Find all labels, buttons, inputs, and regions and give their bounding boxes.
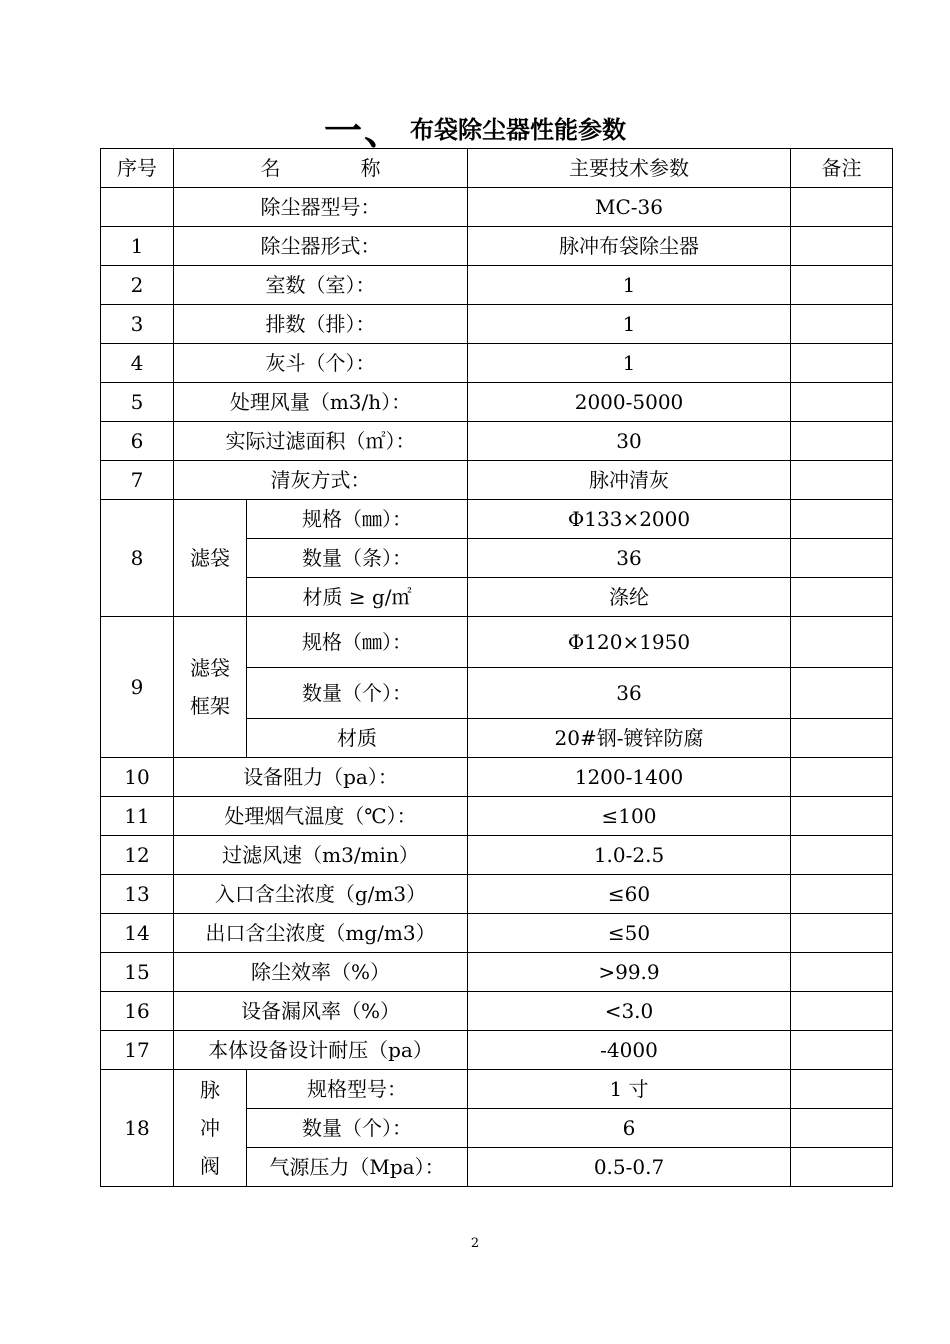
table-row [101, 875, 893, 914]
row-remark [791, 668, 893, 719]
row-value: 1.0-2.5 [468, 836, 791, 875]
table-row [101, 992, 893, 1031]
row-seq: 16 [101, 992, 174, 1031]
row-value: 0.5-0.7 [468, 1148, 791, 1187]
table-row [101, 227, 893, 266]
header-params: 主要技术参数 [468, 149, 791, 188]
page-number: 2 [470, 1236, 480, 1251]
row-value: 脉冲布袋除尘器 [468, 227, 791, 266]
row-name: 规格型号： [247, 1070, 468, 1109]
row-seq [101, 188, 174, 227]
row-name: 数量（个）： [247, 1109, 468, 1148]
row-value: 1 [468, 266, 791, 305]
row-name: 数量（条）： [247, 539, 468, 578]
table-row [101, 758, 893, 797]
table-row [101, 461, 893, 500]
row-name: 数量（个）： [247, 668, 468, 719]
row-name: 设备阻力（pa）： [174, 758, 468, 797]
row-seq: 1 [101, 227, 174, 266]
row-value: 脉冲清灰 [468, 461, 791, 500]
row-seq: 9 [101, 617, 174, 758]
row-name: 过滤风速（m3/min） [174, 836, 468, 875]
row-name: 处理烟气温度（℃）： [174, 797, 468, 836]
table-row [101, 836, 893, 875]
row-value: Φ120×1950 [468, 617, 791, 668]
row-seq: 3 [101, 305, 174, 344]
row-remark [791, 1148, 893, 1187]
row-name: 气源压力（Mpa）： [247, 1148, 468, 1187]
row-remark [791, 953, 893, 992]
group-label-line: 阀 [200, 1154, 220, 1178]
row-remark [791, 797, 893, 836]
row-seq: 15 [101, 953, 174, 992]
row-remark [791, 719, 893, 758]
row-value: ≤60 [468, 875, 791, 914]
row-name: 处理风量（m3/h）： [174, 383, 468, 422]
table-row [101, 953, 893, 992]
row-name: 材质 ≥ g/㎡ [247, 578, 468, 617]
table-row [101, 617, 893, 668]
table-row [101, 266, 893, 305]
row-name: 出口含尘浓度（mg/m3） [174, 914, 468, 953]
row-name: 清灰方式： [174, 461, 468, 500]
row-value: <3.0 [468, 992, 791, 1031]
row-value: 涤纶 [468, 578, 791, 617]
row-remark [791, 188, 893, 227]
header-name: 名 称 [174, 149, 468, 188]
row-remark [791, 1070, 893, 1109]
row-name: 材质 [247, 719, 468, 758]
row-remark [791, 1031, 893, 1070]
row-seq: 12 [101, 836, 174, 875]
row-seq: 10 [101, 758, 174, 797]
group-label-cage [174, 617, 247, 758]
row-remark [791, 227, 893, 266]
row-seq: 14 [101, 914, 174, 953]
table-row [101, 188, 893, 227]
title-text: 布袋除尘器性能参数 [410, 116, 626, 144]
table-row [101, 344, 893, 383]
row-seq: 7 [101, 461, 174, 500]
row-name: 除尘效率（%） [174, 953, 468, 992]
row-name: 设备漏风率（%） [174, 992, 468, 1031]
row-value: 1200-1400 [468, 758, 791, 797]
row-remark [791, 1109, 893, 1148]
table-row [101, 1031, 893, 1070]
document-title [0, 100, 950, 155]
row-remark [791, 992, 893, 1031]
table-row [101, 422, 893, 461]
group-label-line: 滤袋 [190, 656, 230, 680]
row-name: 灰斗（个）： [174, 344, 468, 383]
table-row [101, 383, 893, 422]
row-seq: 18 [101, 1070, 174, 1187]
group-label-line: 框架 [190, 694, 230, 718]
row-value: Φ133×2000 [468, 500, 791, 539]
row-name: 实际过滤面积（㎡）： [174, 422, 468, 461]
row-remark [791, 500, 893, 539]
row-value: 1 寸 [468, 1070, 791, 1109]
row-remark [791, 344, 893, 383]
table-row [101, 305, 893, 344]
row-remark [791, 617, 893, 668]
row-value: ≤50 [468, 914, 791, 953]
row-value: 36 [468, 668, 791, 719]
row-seq: 6 [101, 422, 174, 461]
row-value: 20#钢-镀锌防腐 [468, 719, 791, 758]
row-value: 1 [468, 305, 791, 344]
row-value: ≤100 [468, 797, 791, 836]
table-header-row [101, 149, 893, 188]
group-label-line: 冲 [200, 1116, 220, 1140]
row-seq: 2 [101, 266, 174, 305]
row-value: -4000 [468, 1031, 791, 1070]
row-value: 1 [468, 344, 791, 383]
row-name: 除尘器形式： [174, 227, 468, 266]
row-name: 除尘器型号： [174, 188, 468, 227]
row-remark [791, 266, 893, 305]
table-row [101, 1070, 893, 1109]
row-value: >99.9 [468, 953, 791, 992]
header-seq: 序号 [101, 149, 174, 188]
table-row [101, 500, 893, 539]
row-remark [791, 758, 893, 797]
row-value: 36 [468, 539, 791, 578]
row-name: 规格（㎜）： [247, 617, 468, 668]
row-remark [791, 305, 893, 344]
header-remark: 备注 [791, 149, 893, 188]
row-seq: 11 [101, 797, 174, 836]
row-remark [791, 836, 893, 875]
row-name: 本体设备设计耐压（pa） [174, 1031, 468, 1070]
row-remark [791, 383, 893, 422]
row-seq: 4 [101, 344, 174, 383]
row-value: MC-36 [468, 188, 791, 227]
table-row [101, 797, 893, 836]
table-row [101, 914, 893, 953]
row-seq: 8 [101, 500, 174, 617]
row-remark [791, 914, 893, 953]
row-name: 排数（排）： [174, 305, 468, 344]
row-name: 入口含尘浓度（g/m3） [174, 875, 468, 914]
row-name: 室数（室）： [174, 266, 468, 305]
row-seq: 17 [101, 1031, 174, 1070]
row-remark [791, 539, 893, 578]
group-label-valve [174, 1070, 247, 1187]
row-value: 2000-5000 [468, 383, 791, 422]
title-number: 一、 [323, 109, 404, 153]
row-remark [791, 875, 893, 914]
row-seq: 13 [101, 875, 174, 914]
row-value: 30 [468, 422, 791, 461]
parameter-table [100, 148, 893, 1187]
row-remark [791, 578, 893, 617]
row-remark [791, 422, 893, 461]
row-seq: 5 [101, 383, 174, 422]
group-label-line: 脉 [200, 1078, 220, 1102]
group-label-bag: 滤袋 [174, 500, 247, 617]
row-name: 规格（㎜）： [247, 500, 468, 539]
row-remark [791, 461, 893, 500]
row-value: 6 [468, 1109, 791, 1148]
